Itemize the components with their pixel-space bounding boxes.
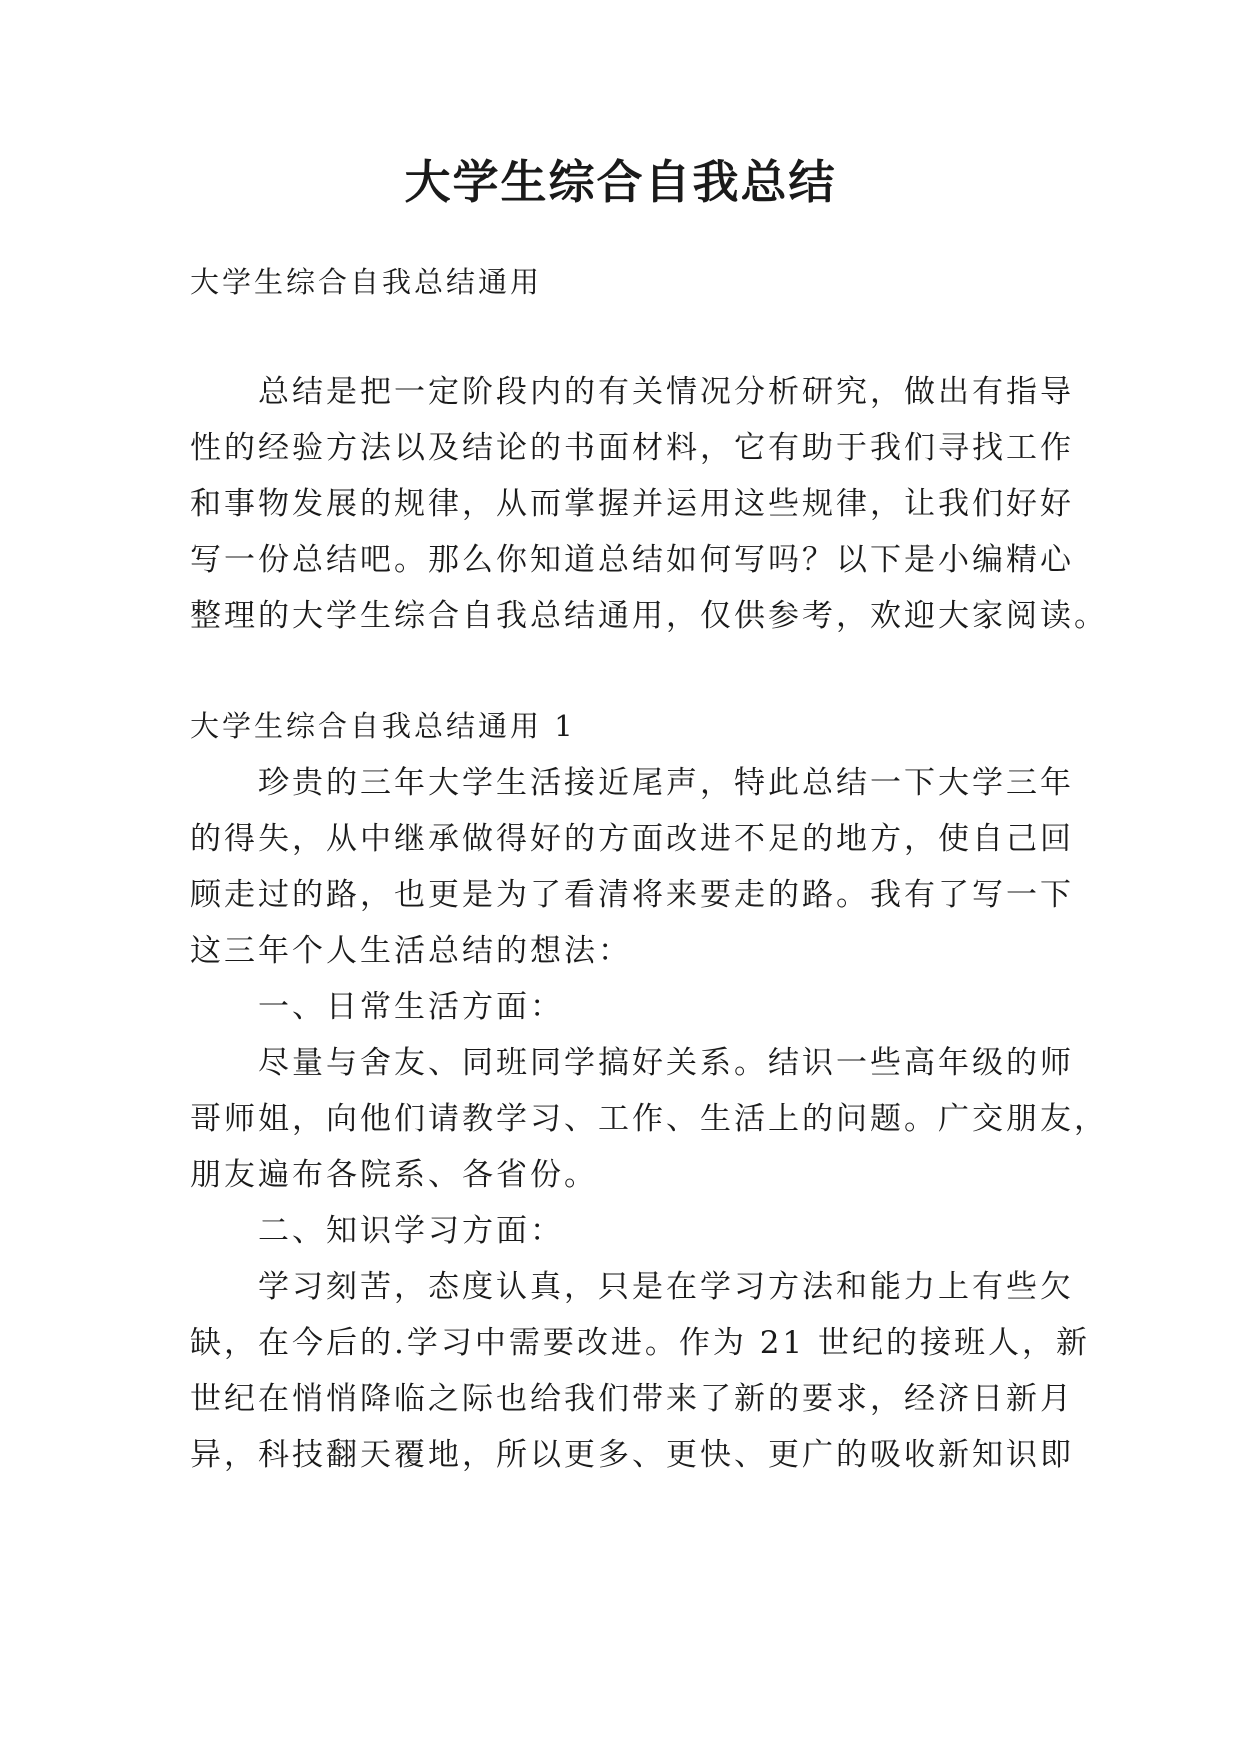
intro-line: 性的经验方法以及结论的书面材料，它有助于我们寻找工作 xyxy=(190,430,1074,466)
body-line: 世纪在悄悄降临之际也给我们带来了新的要求，经济日新月 xyxy=(190,1381,1074,1417)
subsection-heading: 二、知识学习方面： xyxy=(190,1213,564,1249)
body-line: 的得失，从中继承做得好的方面改进不足的地方，使自己回 xyxy=(190,821,1074,857)
intro-line: 总结是把一定阶段内的有关情况分析研究，做出有指导 xyxy=(190,374,1074,410)
section-heading: 大学生综合自我总结通用 1 xyxy=(190,709,576,743)
subsection-heading: 一、日常生活方面： xyxy=(190,989,564,1025)
body-line: 这三年个人生活总结的想法： xyxy=(190,933,632,969)
intro-line: 整理的大学生综合自我总结通用，仅供参考，欢迎大家阅读。 xyxy=(190,598,1108,634)
document-subtitle: 大学生综合自我总结通用 xyxy=(190,265,543,299)
body-line: 朋友遍布各院系、各省份。 xyxy=(190,1157,598,1193)
body-line: 顾走过的路，也更是为了看清将来要走的路。我有了写一下 xyxy=(190,877,1074,913)
body-line: 哥师姐，向他们请教学习、工作、生活上的问题。广交朋友， xyxy=(190,1101,1108,1137)
body-line: 尽量与舍友、同班同学搞好关系。结识一些高年级的师 xyxy=(190,1045,1074,1081)
intro-line: 写一份总结吧。那么你知道总结如何写吗？以下是小编精心 xyxy=(190,542,1074,578)
body-line: 异，科技翻天覆地，所以更多、更快、更广的吸收新知识即 xyxy=(190,1437,1074,1473)
document-title: 大学生综合自我总结 xyxy=(404,155,837,209)
body-line: 珍贵的三年大学生活接近尾声，特此总结一下大学三年 xyxy=(190,765,1074,801)
body-line: 缺，在今后的.学习中需要改进。作为 21 世纪的接班人，新 xyxy=(190,1325,1091,1361)
body-line: 学习刻苦，态度认真，只是在学习方法和能力上有些欠 xyxy=(190,1269,1074,1305)
intro-line: 和事物发展的规律，从而掌握并运用这些规律，让我们好好 xyxy=(190,486,1074,522)
